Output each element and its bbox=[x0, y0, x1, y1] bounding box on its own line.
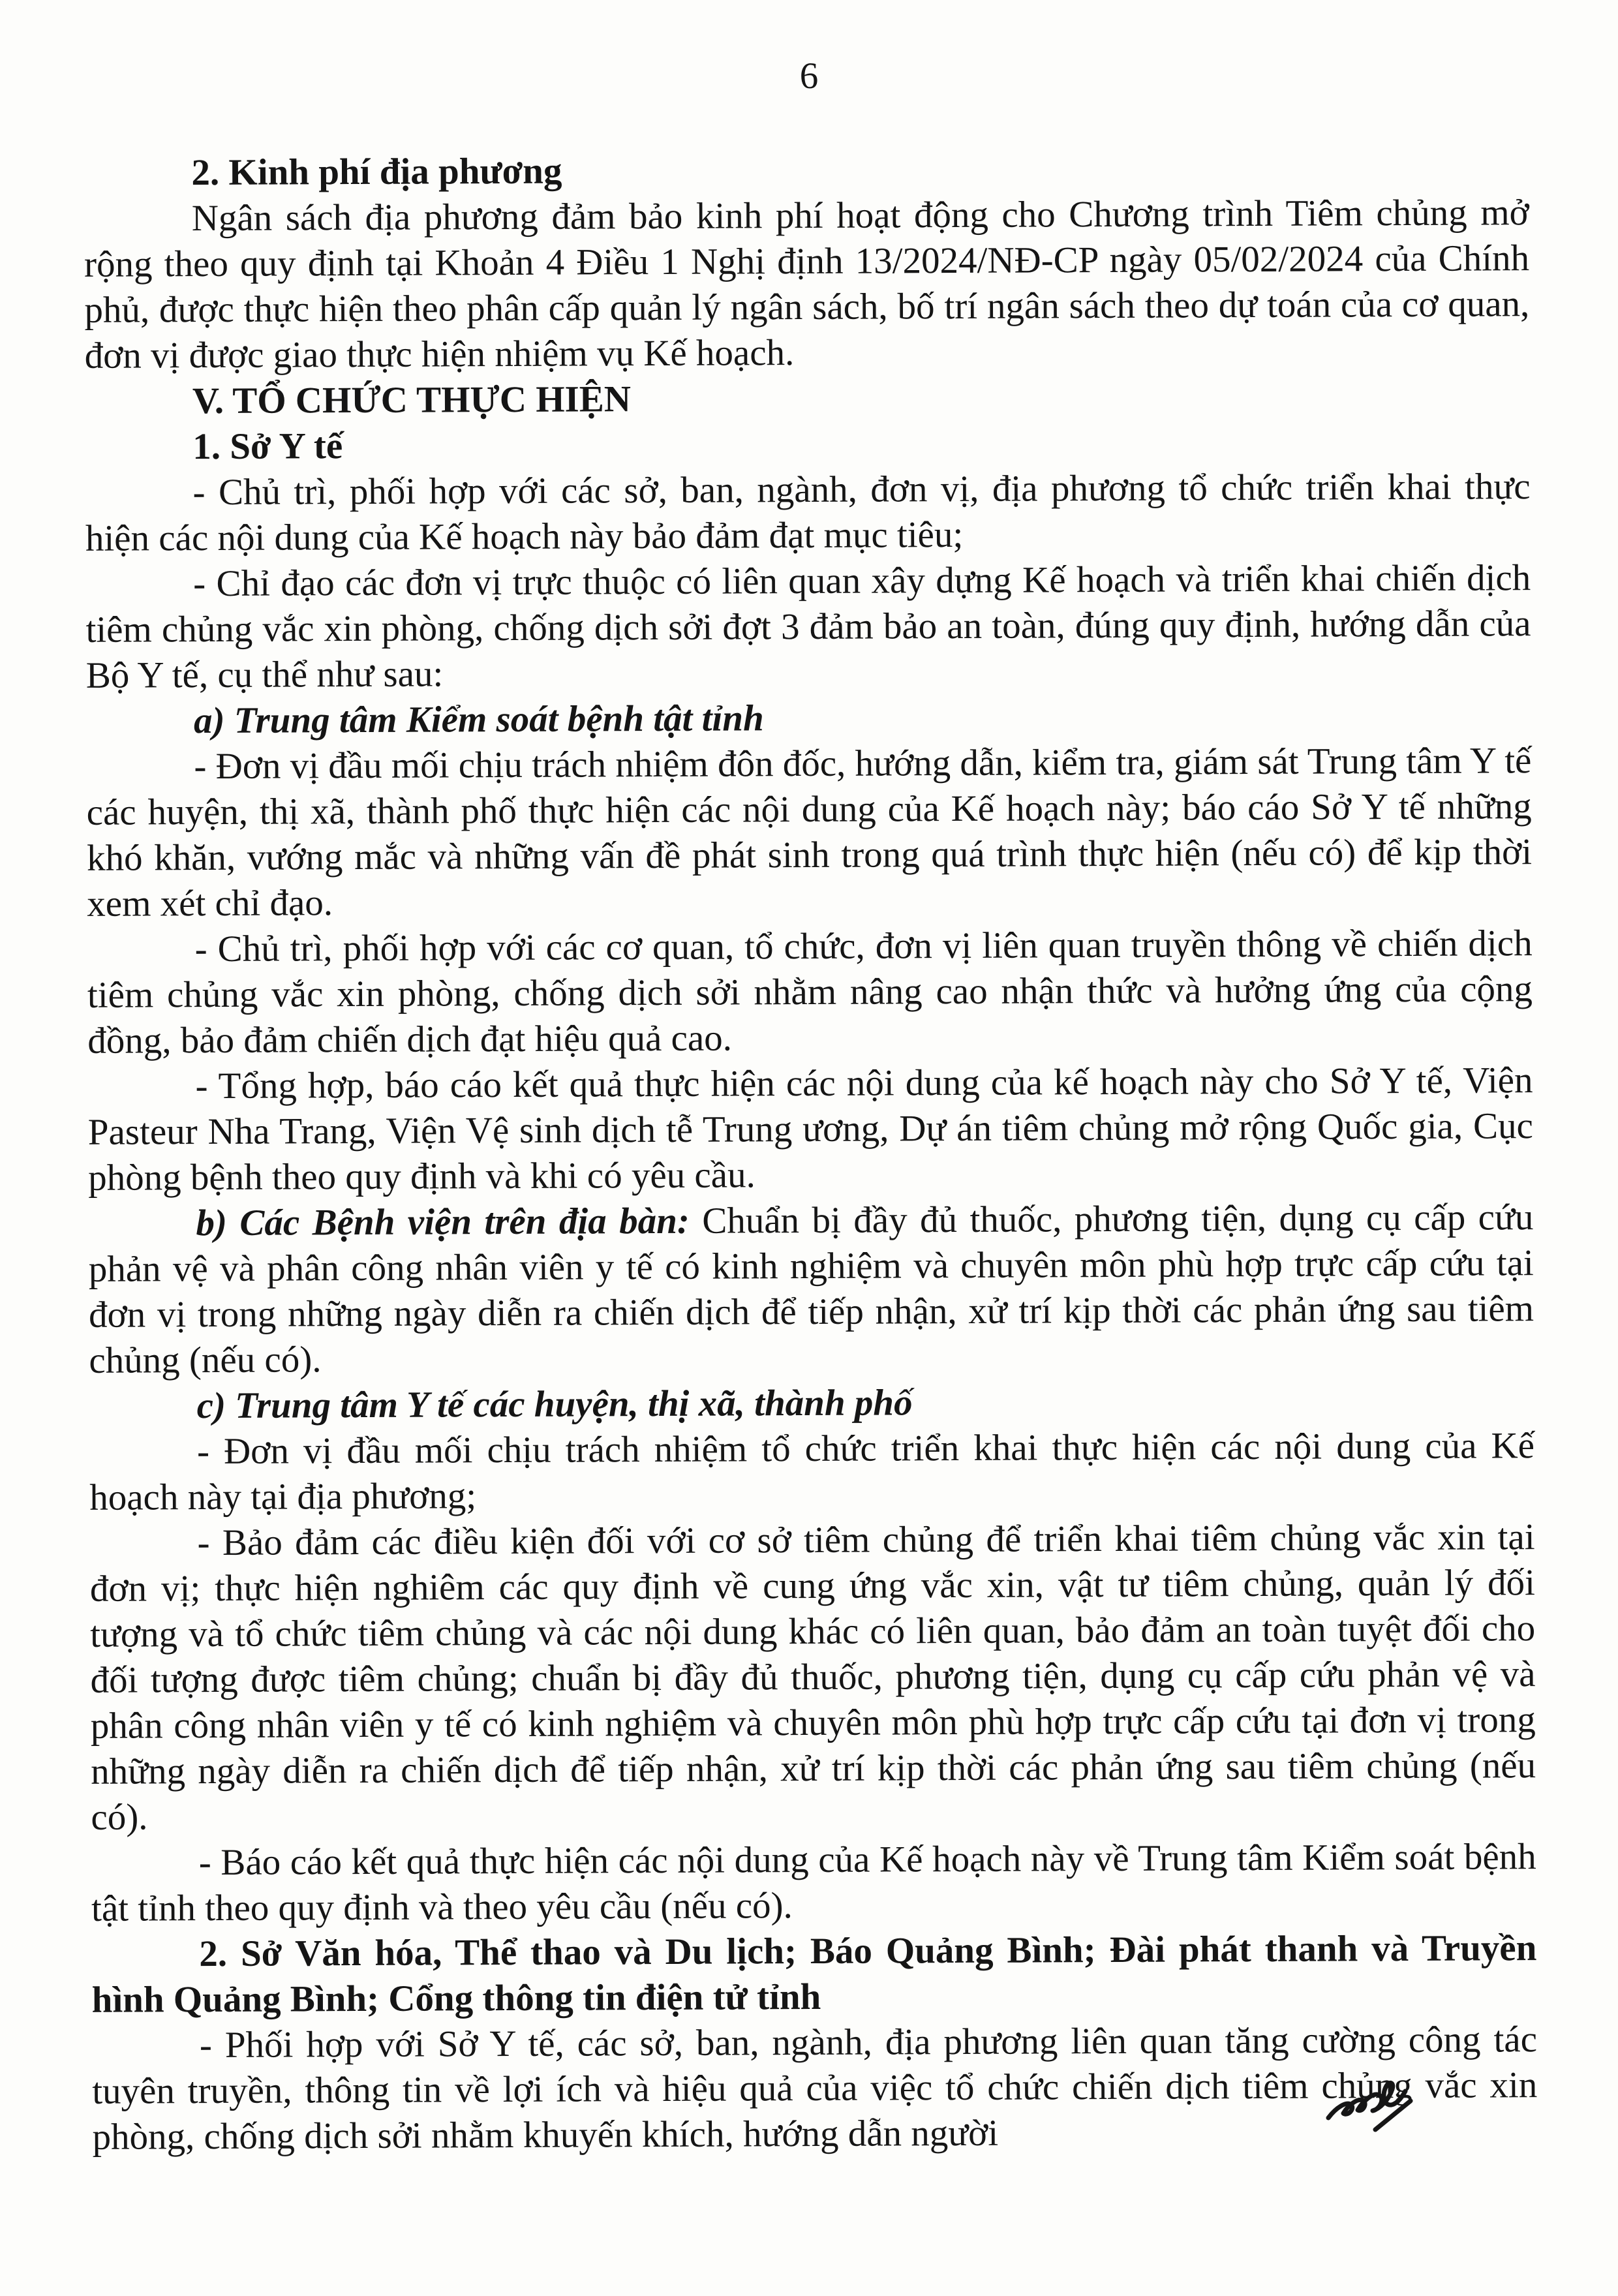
paragraph-media-1: - Phối hợp với Sở Y tế, các sở, ban, ngành, địa phương liên quan tăng cường công tác tuyên truyền, thông tin về lợi ích và hiệu quả của việc tổ chức chiến dịch tiêm chủng vắc xin phòng, chống dịch sởi nhằm khuyến khích, hướng dẫn người bbox=[92, 2019, 1538, 2158]
subheading-cdc-province: a) Trung tâm Kiểm soát bệnh tật tỉnh bbox=[193, 697, 764, 742]
initials-squiggle-icon bbox=[1328, 2083, 1411, 2130]
subheading-hospitals: b) Các Bệnh viện trên địa bàn: bbox=[196, 1200, 690, 1244]
paragraph-cdc-2: - Chủ trì, phối hợp với các cơ quan, tổ chức, đơn vị liên quan truyền thông về chiến dịch tiêm chủng vắc xin phòng, chống dịch sởi nhằm nâng cao nhận thức và hưởng ứng của cộng đồng, bảo đảm chiến dịch đạt hiệu quả cao. bbox=[87, 923, 1533, 1062]
section-heading-health-dept: 1. Sở Y tế bbox=[192, 425, 343, 468]
paragraph-health-dept-2: - Chỉ đạo các đơn vị trực thuộc có liên quan xây dựng Kế hoạch và triển khai chiến dịch tiêm chủng vắc xin phòng, chống dịch sởi đợt 3 đảm bảo an toàn, đúng quy định, hướng dẫn của Bộ Y tế, cụ thể như sau: bbox=[85, 557, 1531, 696]
paragraph-district-3: - Báo cáo kết quả thực hiện các nội dung của Kế hoạch này về Trung tâm Kiểm soát bệnh tật tỉnh theo quy định và theo yêu cầu (nếu có). bbox=[91, 1836, 1536, 1929]
document-body bbox=[84, 144, 1537, 2160]
paragraph-cdc-3: - Tổng hợp, báo cáo kết quả thực hiện các nội dung của kế hoạch này cho Sở Y tế, Viện Pasteur Nha Trang, Viện Vệ sinh dịch tễ Trung ương, Dự án tiêm chủng mở rộng Quốc gia, Cục phòng bệnh theo quy định và khi có yêu cầu. bbox=[87, 1060, 1533, 1199]
paragraph-district-2: - Bảo đảm các điều kiện đối với cơ sở tiêm chủng để triển khai tiêm chủng vắc xin tại đơn vị; thực hiện nghiêm các quy định về cung ứng vắc xin, vật tư tiêm chủng, quản lý đối tượng và tổ chức tiêm chủng và các nội dung khác có liên quan, bảo đảm an toàn tuyệt đối cho đối tượng được tiêm chủng; chuẩn bị đầy đủ thuốc, phương tiện, dụng cụ cấp cứu phản vệ và phân công nhân viên y tế có kinh nghiệm và chuyên môn phù hợp trực cấp cứu tại đơn vị trong những ngày diễn ra chiến dịch để tiếp nhận, xử trí kịp thời các phản ứng sau tiêm chủng (nếu có). bbox=[89, 1516, 1536, 1838]
paragraph-cdc-1: - Đơn vị đầu mối chịu trách nhiệm đôn đốc, hướng dẫn, kiểm tra, giám sát Trung tâm Y tế các huyện, thị xã, thành phố thực hiện các nội dung của Kế hoạch này; báo cáo Sở Y tế những khó khăn, vướng mắc và những vấn đề phát sinh trong quá trình thực hiện (nếu có) để kịp thời xem xét chỉ đạo. bbox=[86, 740, 1533, 925]
section-heading-implementation: V. TỔ CHỨC THỰC HIỆN bbox=[192, 378, 632, 422]
section-heading-culture-media: 2. Sở Văn hóa, Thể thao và Du lịch; Báo Quảng Bình; Đài phát thanh và Truyền hình Quảng Bình; Cổng thông tin điện tử tỉnh bbox=[91, 1927, 1537, 2021]
paragraph-hospitals-text: Chuẩn bị đầy đủ thuốc, phương tiện, dụng cụ cấp cứu phản vệ và phân công nhân viên y tế có kinh nghiệm và chuyên môn phù hợp trực cấp cứu tại đơn vị trong những ngày diễn ra chiến dịch để tiếp nhận, xử trí kịp thời các phản ứng sau tiêm chủng (nếu có). bbox=[88, 1197, 1534, 1381]
subheading-district-health-centers: c) Trung tâm Y tế các huyện, thị xã, thành phố bbox=[196, 1382, 913, 1427]
paragraph-district-1: - Đơn vị đầu mối chịu trách nhiệm tổ chức triển khai thực hiện các nội dung của Kế hoạch này tại địa phương; bbox=[89, 1425, 1535, 1518]
paragraph-budget-detail: Ngân sách địa phương đảm bảo kinh phí hoạt động cho Chương trình Tiêm chủng mở rộng theo quy định tại Khoản 4 Điều 1 Nghị định 13/2024/NĐ-CP ngày 05/02/2024 của Chính phủ, được thực hiện theo phân cấp quản lý ngân sách, bố trí ngân sách theo dự toán của cơ quan, đơn vị được giao thực hiện nhiệm vụ Kế hoạch. bbox=[84, 192, 1530, 376]
handwritten-initials-signature bbox=[1324, 2070, 1429, 2154]
page-number: 6 bbox=[799, 55, 819, 97]
section-heading-local-budget: 2. Kinh phí địa phương bbox=[191, 150, 562, 194]
paragraph-hospitals bbox=[88, 1195, 1534, 1384]
paragraph-health-dept-1: - Chủ trì, phối hợp với các sở, ban, ngành, đơn vị, địa phương tổ chức triển khai thực hiện các nội dung của Kế hoạch này bảo đảm đạt mục tiêu; bbox=[85, 466, 1531, 559]
